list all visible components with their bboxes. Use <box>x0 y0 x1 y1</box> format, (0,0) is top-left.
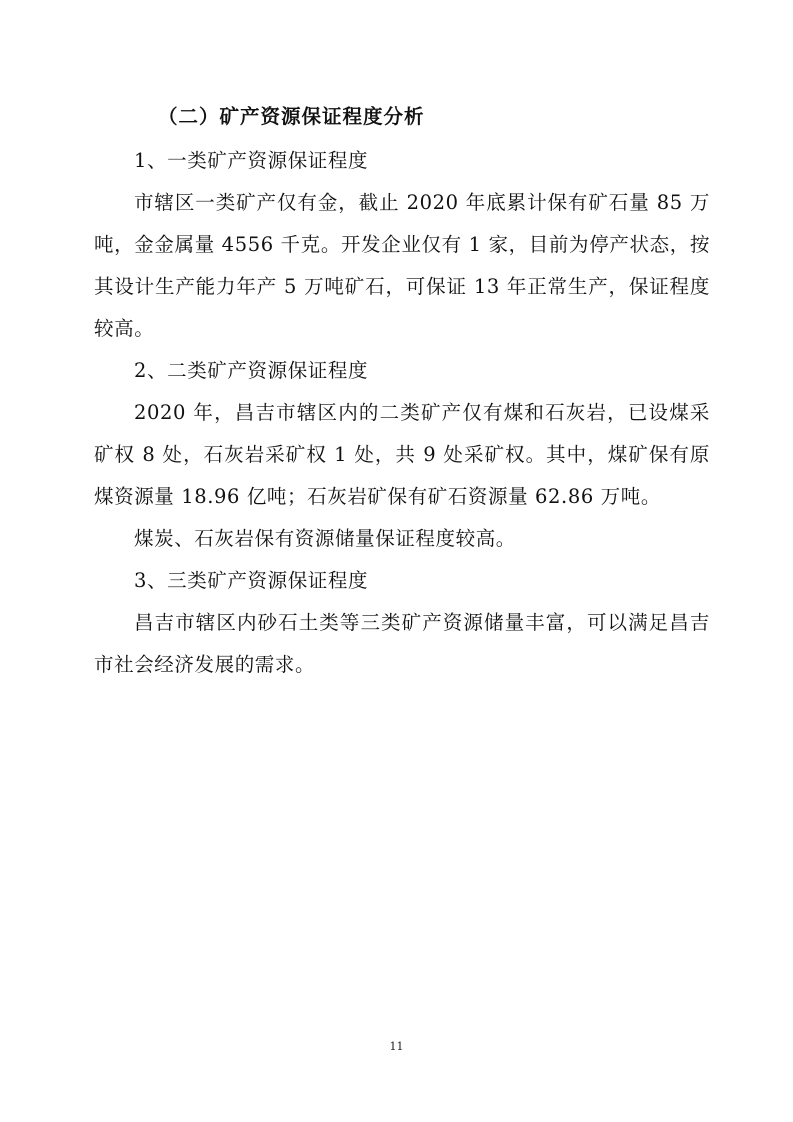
section-heading: （二）矿产资源保证程度分析 <box>158 105 425 128</box>
document-body <box>94 98 710 686</box>
subsection-title-2: 2、二类矿产资源保证程度 <box>134 359 369 382</box>
subsection-title-1: 1、一类矿产资源保证程度 <box>134 149 369 172</box>
paragraph-class3-sand-gravel: 昌吉市辖区内砂石土类等三类矿产资源储量丰富，可以满足昌吉市社会经济发展的需求。 <box>94 611 710 676</box>
paragraph-class1-gold: 市辖区一类矿产仅有金，截止 2020 年底累计保有矿石量 85 万吨，金金属量 4556 千克。开发企业仅有 1 家，目前为停产状态，按其设计生产能力年产 5 万吨矿石，可保证 13 年正常生产，保证程度较高。 <box>94 191 710 340</box>
paragraph-class2-coal-limestone: 2020 年，昌吉市辖区内的二类矿产仅有煤和石灰岩，已设煤采矿权 8 处，石灰岩采矿权 1 处，共 9 处采矿权。其中，煤矿保有原煤资源量 18.96 亿吨；石灰岩矿保有矿石资源量 62.86 万吨。 <box>94 401 710 508</box>
paragraph-class2-summary: 煤炭、石灰岩保有资源储量保证程度较高。 <box>134 527 516 550</box>
page-number: 11 <box>389 1040 404 1053</box>
subsection-title-3: 3、三类矿产资源保证程度 <box>134 569 369 592</box>
